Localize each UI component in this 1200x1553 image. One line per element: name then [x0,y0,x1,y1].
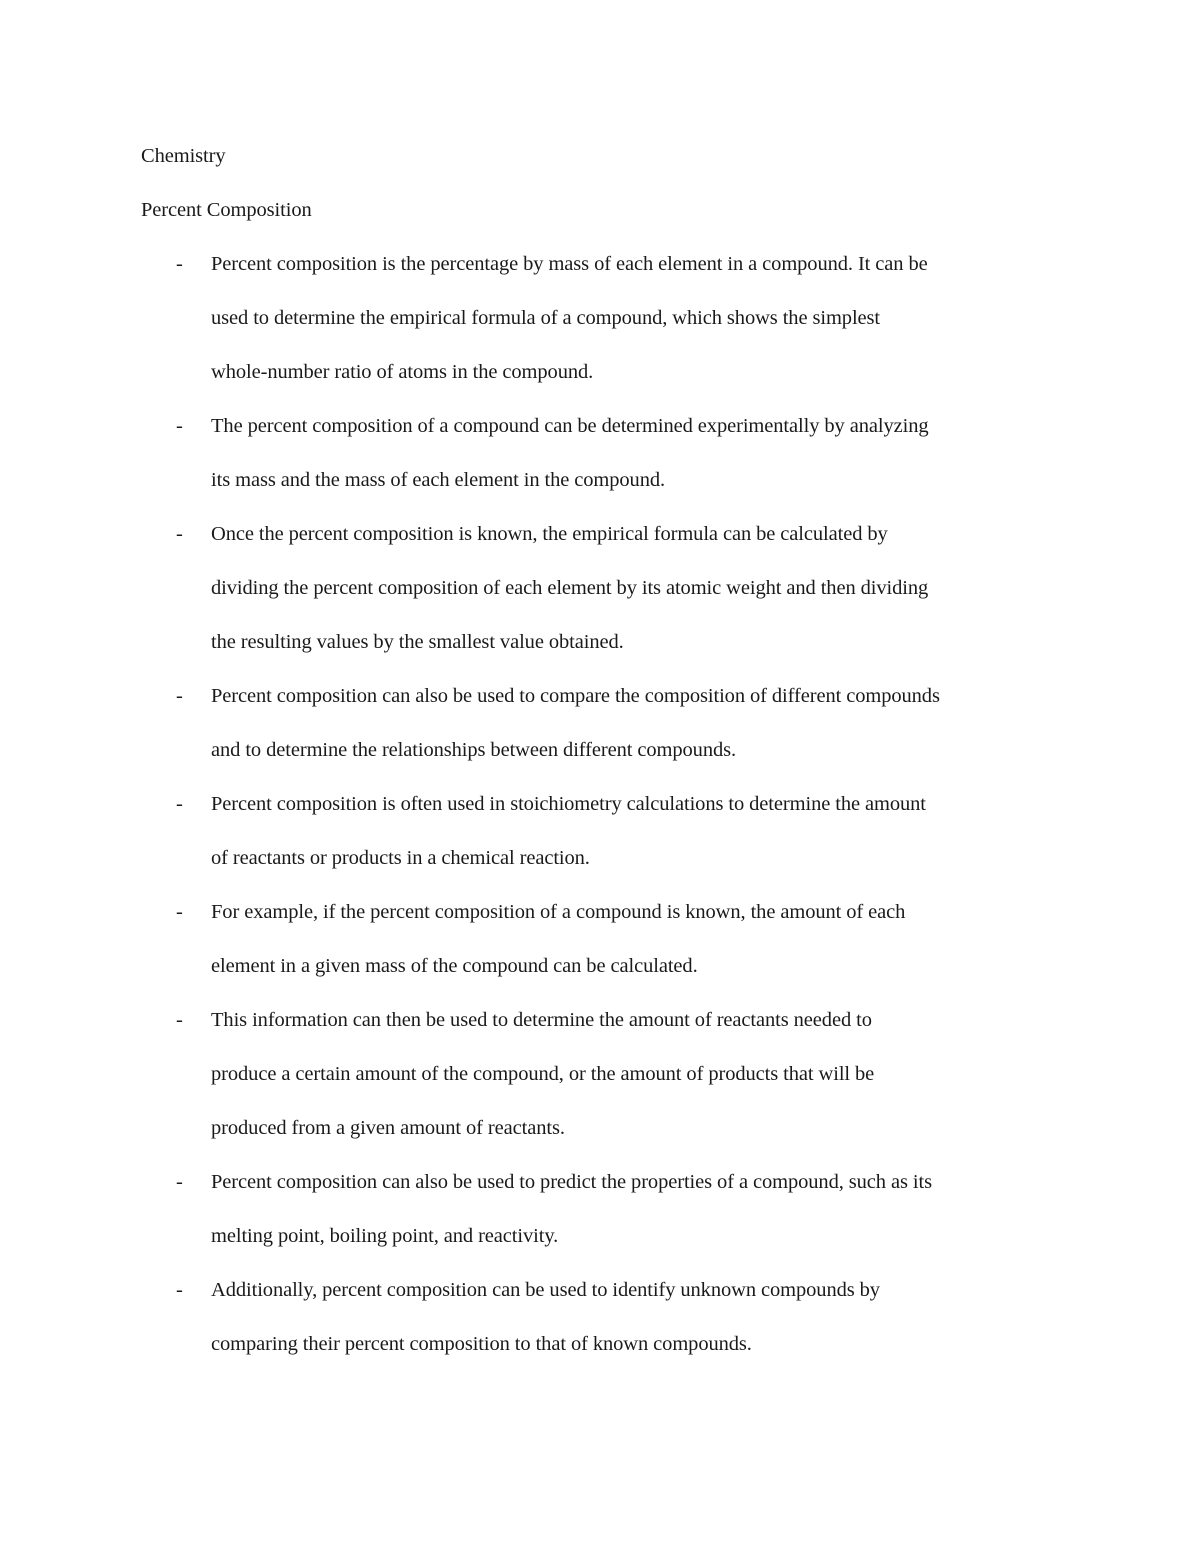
bullet-text-line: element in a given mass of the compound can be calculated. [211,955,698,977]
bullet-item [141,669,1071,777]
bullet-item [141,993,1071,1155]
bullet-text-line: Percent composition can also be used to compare the composition of different compounds [211,685,940,707]
bullet-text-line: melting point, boiling point, and reactivity. [211,1225,559,1247]
bullet-text-line: Percent composition is the percentage by mass of each element in a compound. It can be [211,253,928,275]
bullet-marker: - [176,523,183,545]
bullet-item [141,237,1071,399]
bullet-item [141,507,1071,669]
bullet-marker: - [176,793,183,815]
bullet-text-line: This information can then be used to determine the amount of reactants needed to [211,1009,872,1031]
bullet-text-line: used to determine the empirical formula of a compound, which shows the simplest [211,307,881,329]
bullet-text-line: dividing the percent composition of each element by its atomic weight and then dividing [211,577,929,599]
bullet-item [141,399,1071,507]
bullet-item [141,1263,1071,1371]
bullet-text-line: the resulting values by the smallest value obtained. [211,631,624,653]
bullet-text-line: produce a certain amount of the compound, or the amount of products that will be [211,1063,875,1085]
bullet-text-line: comparing their percent composition to that of known compounds. [211,1333,752,1355]
bullet-marker: - [176,415,183,437]
bullet-marker: - [176,1279,183,1301]
bullet-text-line: Additionally, percent composition can be used to identify unknown compounds by [211,1279,880,1301]
bullet-text-line: of reactants or products in a chemical reaction. [211,847,590,869]
bullet-item [141,1155,1071,1263]
bullet-text-line: Percent composition is often used in stoichiometry calculations to determine the amount [211,793,926,815]
bullet-marker: - [176,901,183,923]
bullet-marker: - [176,1171,183,1193]
topic-heading: Percent Composition [141,199,312,221]
bullet-text-line: whole-number ratio of atoms in the compound. [211,361,594,383]
bullet-marker: - [176,253,183,275]
bullet-list [141,237,1071,1371]
bullet-text-line: its mass and the mass of each element in the compound. [211,469,666,491]
bullet-text-line: The percent composition of a compound can be determined experimentally by analyzing [211,415,929,437]
bullet-marker: - [176,685,183,707]
bullet-item [141,777,1071,885]
bullet-text-line: Percent composition can also be used to predict the properties of a compound, such as its [211,1171,932,1193]
bullet-text-line: Once the percent composition is known, the empirical formula can be calculated by [211,523,888,545]
bullet-item [141,885,1071,993]
document-body [141,129,1071,1371]
subject-heading: Chemistry [141,145,226,167]
bullet-text-line: and to determine the relationships between different compounds. [211,739,737,761]
bullet-text-line: For example, if the percent composition of a compound is known, the amount of each [211,901,906,923]
bullet-text-line: produced from a given amount of reactants. [211,1117,565,1139]
bullet-marker: - [176,1009,183,1031]
